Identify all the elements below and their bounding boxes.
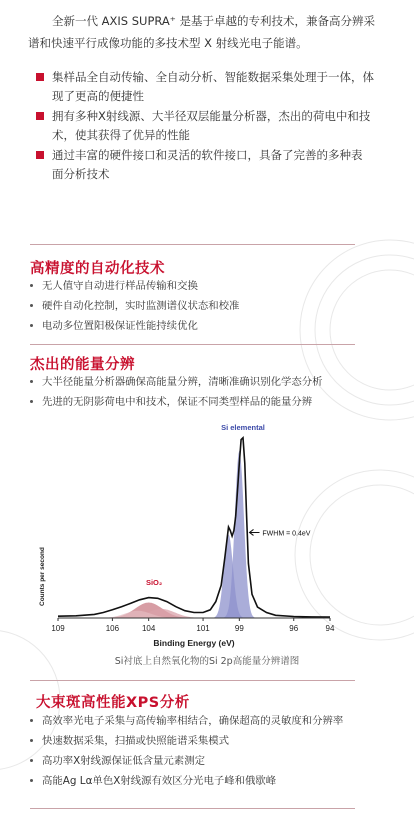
list-item [30,316,239,336]
resolution-list [30,372,323,412]
bullet-dot-icon [30,304,33,307]
intro-line: 全新一代 AXIS SUPRA⁺ 是基于卓越的专利技术，兼备高分辨采 [52,14,376,28]
feature-item [36,68,381,106]
feature-item [36,107,381,145]
chart-annotation: SiO₂ [145,578,163,588]
section-divider [30,344,355,345]
feature-text: 现了更高的便捷性 [52,89,144,103]
y-axis-label: Counts per second [39,547,46,606]
list-item-text: 高能Ag Lα单色X射线源有效区分光电子峰和俄歇峰 [42,775,277,787]
list-item-text: 先进的无阴影荷电中和技术，保证不同类型样品的能量分辨 [42,396,313,408]
feature-item [36,146,381,184]
feature-text: 集样品全自动传输、全自动分析、智能数据采集处理于一体，体 [52,70,374,84]
bullet-dot-icon [30,719,33,722]
section-divider [30,808,355,809]
list-item-text: 快速数据采集，扫描或快照能谱采集模式 [42,735,230,747]
list-item-text: 无人值守自动进行样品传输和交换 [42,280,198,292]
feature-text: 通过丰富的硬件接口和灵活的软件接口，具备了完善的多种表 [52,148,363,162]
list-item [30,372,323,392]
xps-list [30,711,343,791]
x-tick-label: 101 [196,624,210,633]
section-title-automation: 高精度的自动化技术 [30,261,165,277]
x-tick-label: 106 [105,624,120,633]
intro-line: 谱和快速平行成像功能的多技术型 X 射线光电子能谱。 [28,36,308,50]
x-tick-label: 99 [234,624,244,633]
list-item [30,276,239,296]
x-axis-label: Binding Energy (eV) [153,638,235,648]
bullet-dot-icon [30,739,33,742]
bullet-dot-icon [30,759,33,762]
bullet-dot-icon [30,324,33,327]
list-item [30,751,343,771]
bullet-dot-icon [30,400,33,403]
list-item-text: 大半径能量分析器确保高能量分辨，清晰准确识别化学态分析 [42,376,323,388]
list-item [30,296,239,316]
section-divider [30,244,355,245]
list-item [30,711,343,731]
chart-caption: Si衬底上自然氧化物的Si 2p高能量分辨谱图 [114,656,300,667]
red-square-bullet-icon [36,151,44,159]
section-title-resolution: 杰出的能量分辨 [30,357,135,373]
section-title-xps: 大束斑高性能XPS分析 [36,695,190,711]
xps-spectrum-chart [0,418,414,648]
list-item [30,392,323,412]
x-tick-label: 96 [289,624,299,633]
list-item-text: 高功率X射线源保证低含量元素测定 [42,755,205,767]
feature-text: 面分析技术 [52,167,110,181]
red-square-bullet-icon [36,112,44,120]
bullet-dot-icon [30,779,33,782]
intro-paragraph [28,10,388,54]
chart-annotation: Si elemental [221,423,265,432]
red-square-bullet-icon [36,73,44,81]
chart-annotation: FWHM = 0.4eV [262,530,311,538]
list-item-text: 硬件自动化控制，实时监测谱仪状态和校准 [42,300,240,312]
section-divider [30,680,355,681]
fwhm-arrow-icon [249,529,259,535]
list-item [30,771,343,791]
feature-text: 术，使其获得了优异的性能 [52,128,190,142]
list-item [30,731,343,751]
feature-list [36,68,381,185]
x-tick-label: 109 [51,624,65,633]
x-tick-label: 94 [325,624,335,633]
spectrum-line [58,438,330,617]
automation-list [30,276,239,336]
bullet-dot-icon [30,284,33,287]
x-tick-label: 104 [141,624,156,633]
feature-text: 拥有多种X射线源、大半径双层能量分析器，杰出的荷电中和技 [52,109,371,123]
list-item-text: 高效率光电子采集与高传输率相结合，确保超高的灵敏度和分辨率 [42,715,344,727]
bullet-dot-icon [30,380,33,383]
list-item-text: 电动多位置阳极保证性能持续优化 [42,320,198,332]
